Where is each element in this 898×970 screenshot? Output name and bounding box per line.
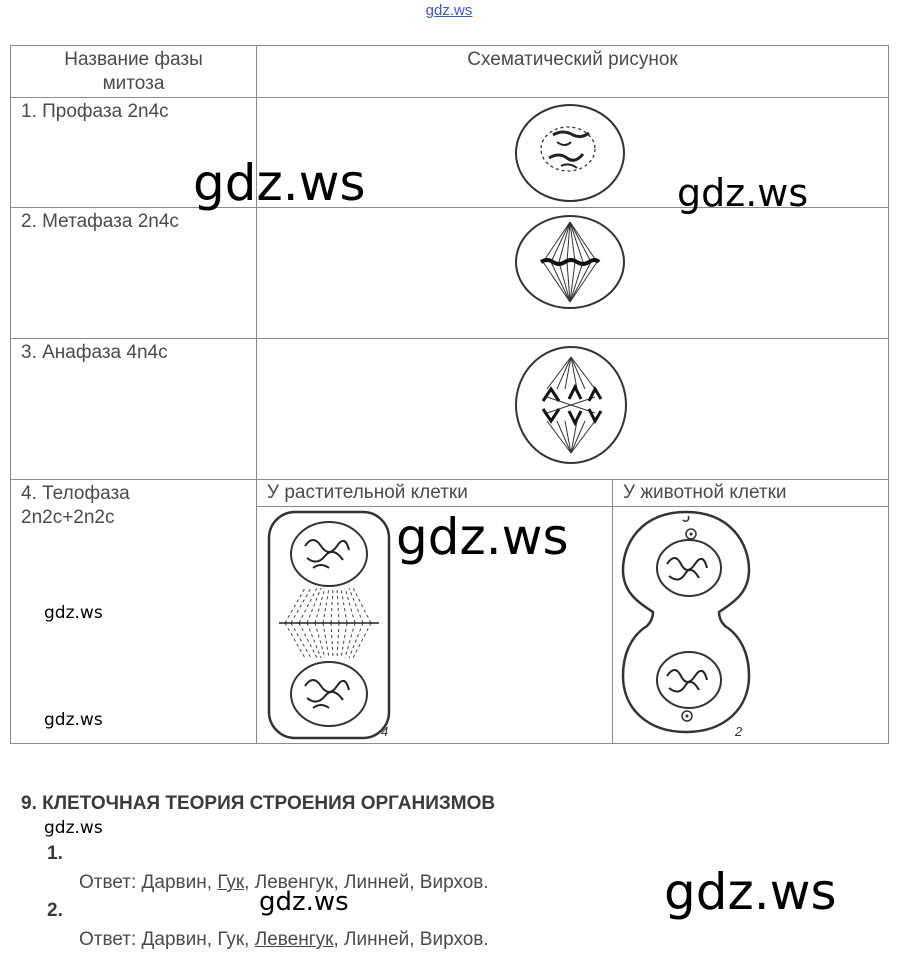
metaphase-cell-drawing: [513, 212, 627, 312]
watermark: gdz.ws: [44, 818, 103, 838]
watermark: gdz.ws: [259, 887, 349, 917]
watermark: gdz.ws: [664, 863, 837, 921]
answer-underlined: Левенгук: [254, 929, 334, 950]
anaphase-cell-drawing: [513, 343, 629, 467]
answer-text: Ответ: Дарвин, Гук,: [79, 929, 255, 950]
answer-text: Ответ: Дарвин,: [79, 872, 218, 893]
watermark: gdz.ws: [677, 171, 809, 215]
watermark: gdz.ws: [193, 154, 366, 212]
header-phase-name: [11, 46, 257, 98]
question-2-number: 2.: [47, 900, 63, 921]
section-title: 9. КЛЕТОЧНАЯ ТЕОРИЯ СТРОЕНИЯ ОРГАНИЗМОВ: [21, 793, 496, 814]
animal-label-divider: [613, 506, 888, 507]
question-2-answer: [79, 929, 489, 951]
header-drawing: Схематический рисунок: [257, 46, 889, 98]
mitosis-table: [10, 45, 889, 744]
telophase-animal-cell: [613, 480, 889, 744]
plant-telophase-drawing: [265, 508, 395, 742]
watermark: gdz.ws: [44, 603, 103, 623]
phase-prophase: 1. Профаза 2n4c: [11, 98, 257, 208]
question-1-answer: [79, 872, 489, 894]
question-1-number: 1.: [47, 843, 63, 864]
plant-figure-number: 4: [381, 724, 389, 739]
top-watermark-link[interactable]: gdz.ws: [425, 2, 473, 19]
metaphase-drawing-cell: [257, 208, 889, 339]
header-phase-name-text: Название фазы митоза: [64, 49, 203, 94]
plant-label-divider: [257, 506, 612, 507]
anaphase-drawing-cell: [257, 339, 889, 480]
phase-metaphase: 2. Метафаза 2n4c: [11, 208, 257, 339]
phase-telophase-text: 4. Телофаза 2n2c+2n2c: [21, 483, 130, 528]
animal-figure-number: 2: [735, 724, 743, 739]
watermark: gdz.ws: [44, 710, 103, 730]
animal-telophase-drawing: [621, 508, 751, 742]
animal-cell-label: У животной клетки: [623, 482, 787, 503]
prophase-cell-drawing: [513, 102, 627, 204]
plant-cell-label: У растительной клетки: [267, 482, 468, 503]
answer-underlined: Гук: [217, 872, 245, 893]
answer-text: , Линней, Вирхов.: [333, 929, 489, 950]
answer-text: , Левенгук, Линней, Вирхов.: [244, 872, 489, 893]
phase-anaphase: 3. Анафаза 4n4c: [11, 339, 257, 480]
watermark: gdz.ws: [396, 508, 569, 566]
